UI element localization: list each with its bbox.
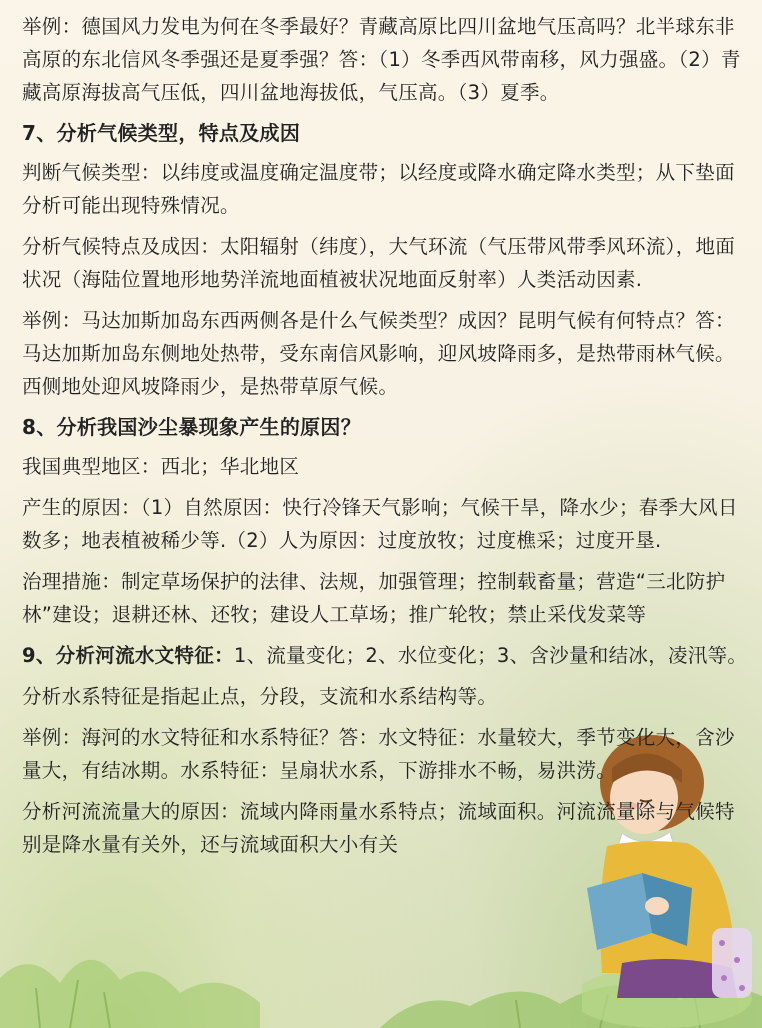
paragraph-river-flow: 分析河流流量大的原因：流域内降雨量水系特点；流域面积。河流流量除与气候特别是降水量有关外，还与流域面积大小有关: [22, 800, 735, 856]
example-paragraph-wind: 举例：德国风力发电为何在冬季最好？青藏高原比四川盆地气压高吗？北半球东非高原的东北信风冬季强还是夏季强？答：（1）冬季西风带南移，风力强盛。（2）青藏高原海拔高气压低，四川盆地海拔低，气压高。（3）夏季。: [22, 15, 741, 104]
paragraph-measures: 治理措施：制定草场保护的法律、法规，加强管理；控制载畜量；营造“三北防护林”建设；退耕还林、还牧；建设人工草场；推广轮牧；禁止采伐发菜等: [22, 570, 726, 626]
paragraph-typical-regions: 我国典型地区：西北；华北地区: [22, 455, 300, 478]
paragraph-river-system: 分析水系特征是指起止点，分段，支流和水系结构等。: [22, 685, 498, 708]
paragraph-climate-type: 判断气候类型：以纬度或温度确定温度带；以经度或降水确定降水类型；从下垫面分析可能出现特殊情况。: [22, 161, 735, 217]
document-body: [22, 10, 748, 869]
example-paragraph-madagascar: 举例：马达加斯加岛东西两侧各是什么气候类型？成因？昆明气候有何特点？答：马达加斯加岛东侧地处热带，受东南信风影响，迎风坡降雨多，是热带雨林气候。西侧地处迎风坡降雨少，是热带草原气候。: [22, 309, 735, 398]
section-heading-9-title: 9、分析河流水文特征：: [22, 644, 234, 667]
section-heading-9: [22, 639, 748, 672]
section-heading-7: 7、分析气候类型，特点及成因: [22, 121, 301, 145]
paragraph-causes: 产生的原因：（1）自然原因：快行冷锋天气影响；气候干旱，降水少；春季大风日数多；地表植被稀少等.（2）人为原因：过度放牧；过度樵采；过度开垦.: [22, 496, 738, 552]
section-heading-9-text: 1、流量变化；2、水位变化；3、含沙量和结冰，凌汛等。: [233, 644, 748, 667]
example-paragraph-haihe: 举例：海河的水文特征和水系特征？答：水文特征：水量较大，季节变化大，含沙量大，有结冰期。水系特征：呈扇状水系，下游排水不畅，易洪涝。: [22, 726, 735, 782]
section-heading-8: 8、分析我国沙尘暴现象产生的原因？: [22, 415, 362, 439]
paragraph-climate-features: 分析气候特点及成因：太阳辐射（纬度），大气环流（气压带风带季风环流），地面状况（海陆位置地形地势洋流地面植被状况地面反射率）人类活动因素.: [22, 235, 736, 291]
